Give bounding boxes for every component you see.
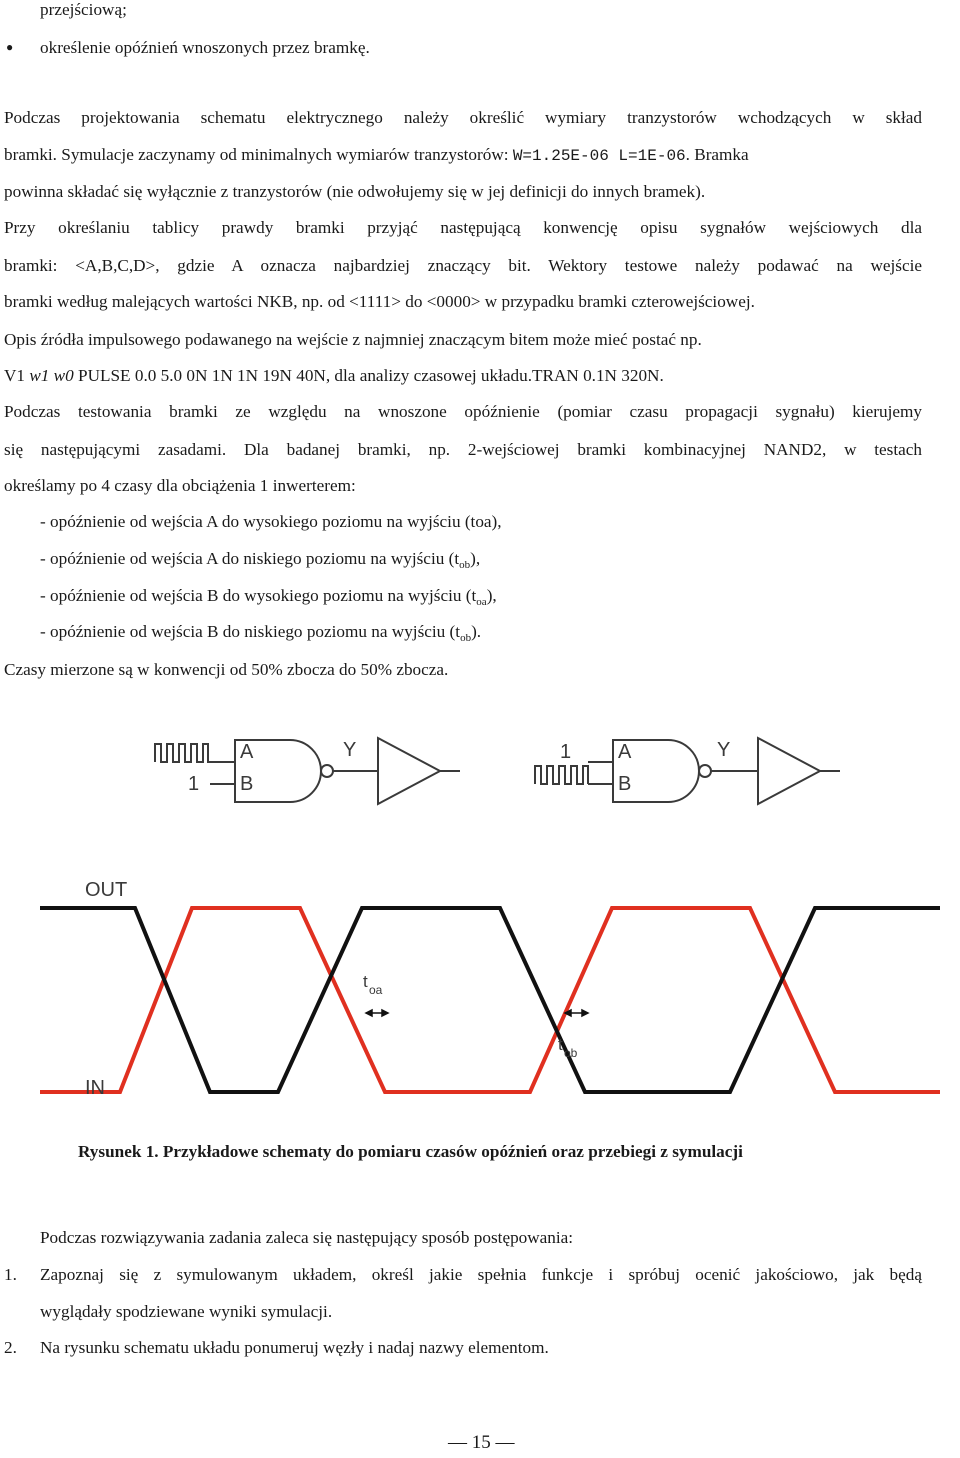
figure-caption: Rysunek 1. Przykładowe schematy do pomiaru czasów opóźnień oraz przebiegi z symulacji [78,1142,743,1161]
const-one-label: 1 [188,773,200,795]
italic-run: w1 w0 [29,366,74,385]
paragraph-line [4,366,664,386]
paragraph-line: określamy po 4 czasy dla obciążenia 1 inwerterem: [4,476,356,495]
step-text: Zapoznaj się z symulowanym układem, określ jakie spełnia funkcje i spróbuj ocenić jakościowo, jak będą [40,1265,922,1284]
dash-item [40,549,480,571]
pulse-source-icon [535,766,588,784]
bullet-text: określenie opóźnień wnoszonych przez bramkę. [40,38,370,57]
paragraph-line: Podczas projektowania schematu elektrycznego należy określić wymiary tranzystorów wchodzących w skład [4,108,922,127]
inverter-icon [758,738,820,804]
dash-item [40,622,481,644]
toa-subscript: oa [369,983,383,997]
paragraph-line: Opis źródła impulsowego podawanego na wejście z najmniej znaczącym bitem może mieć postać np. [4,330,702,349]
input-b-label: B [240,773,254,795]
pulse-source-icon [155,744,212,762]
in-label: IN [85,1077,105,1099]
paragraph-line: powinna składać się wyłącznie z tranzystorów (nie odwołujemy się w jej definicji do innych bramek). [4,182,706,201]
text-line: przejściową; [40,0,127,19]
text-run: ). [471,622,482,641]
bullet-dot: ● [6,40,14,54]
step-number: 1. [4,1265,17,1284]
step-text: Na rysunku schematu układu ponumeruj węzły i nadaj nazwy elementom. [40,1338,549,1357]
paragraph-line: się następującymi zasadami. Dla badanej bramki, np. 2-wejściowej bramki kombinacyjnej NAND2, w testach [4,440,922,459]
page-number: — 15 — [448,1432,515,1453]
paragraph-line [4,145,749,165]
text-run: ), [470,549,481,568]
text-run: . Bramka [685,145,749,164]
out-trace [40,908,940,1092]
dash-item [40,586,497,608]
input-a-label: A [240,741,254,763]
dash-item: - opóźnienie od wejścia A do wysokiego poziomu na wyjściu (toa), [40,512,502,531]
subscript: ob [460,632,472,644]
step-number: 2. [4,1338,17,1357]
step-text: wyglądały spodziewane wyniki symulacji. [40,1302,333,1321]
paragraph-line: Podczas testowania bramki ze względu na wnoszone opóźnienie (pomiar czasu propagacji sygnału) kierujemy [4,402,922,421]
out-label: OUT [85,879,128,901]
inverter-icon [378,738,440,804]
note-line: Czasy mierzone są w konwencji od 50% zbocza do 50% zbocza. [4,660,449,679]
text-run: bramki. Symulacje zaczynamy od minimalnych wymiarów tranzystorów: [4,145,509,164]
tob-label: t [558,1035,563,1054]
const-one-label: 1 [560,741,572,763]
waveform-plot [0,870,960,1120]
tob-subscript: ob [564,1046,578,1060]
text-run: - opóźnienie od wejścia A do niskiego poziomu na wyjściu (t [40,549,460,568]
toa-label: t [363,972,368,991]
output-y-label: Y [717,739,731,761]
output-y-label: Y [343,739,357,761]
text-run: ), [486,586,497,605]
paragraph-line: bramki: <A,B,C,D>, gdzie A oznacza najbardziej znaczący bit. Wektory testowe należy podawać na wejście [4,256,922,275]
subscript: ob [459,559,471,571]
text-run: PULSE 0.0 5.0 0N 1N 1N 19N 40N, dla analizy czasowej układu.TRAN 0.1N 320N. [73,366,664,385]
text-run: V1 [4,366,30,385]
code-run: W=1.25E-06 L=1E-06 [512,147,686,165]
paragraph-line: bramki według malejących wartości NKB, np. od <1111> do <0000> w przypadku bramki czterowejściowej. [4,292,755,311]
steps-intro: Podczas rozwiązywania zadania zaleca się następujący sposób postępowania: [40,1228,574,1247]
subscript: oa [476,596,487,608]
text-run: - opóźnienie od wejścia B do wysokiego poziomu na wyjściu (t [40,586,477,605]
input-a-label: A [618,741,632,763]
input-b-label: B [618,773,632,795]
gate-schematics [0,720,960,820]
paragraph-line: Przy określaniu tablicy prawdy bramki przyjąć następującą konwencję opisu sygnałów wejściowych dla [4,218,922,237]
text-run: - opóźnienie od wejścia B do niskiego poziomu na wyjściu (t [40,622,461,641]
in-trace [40,908,940,1092]
